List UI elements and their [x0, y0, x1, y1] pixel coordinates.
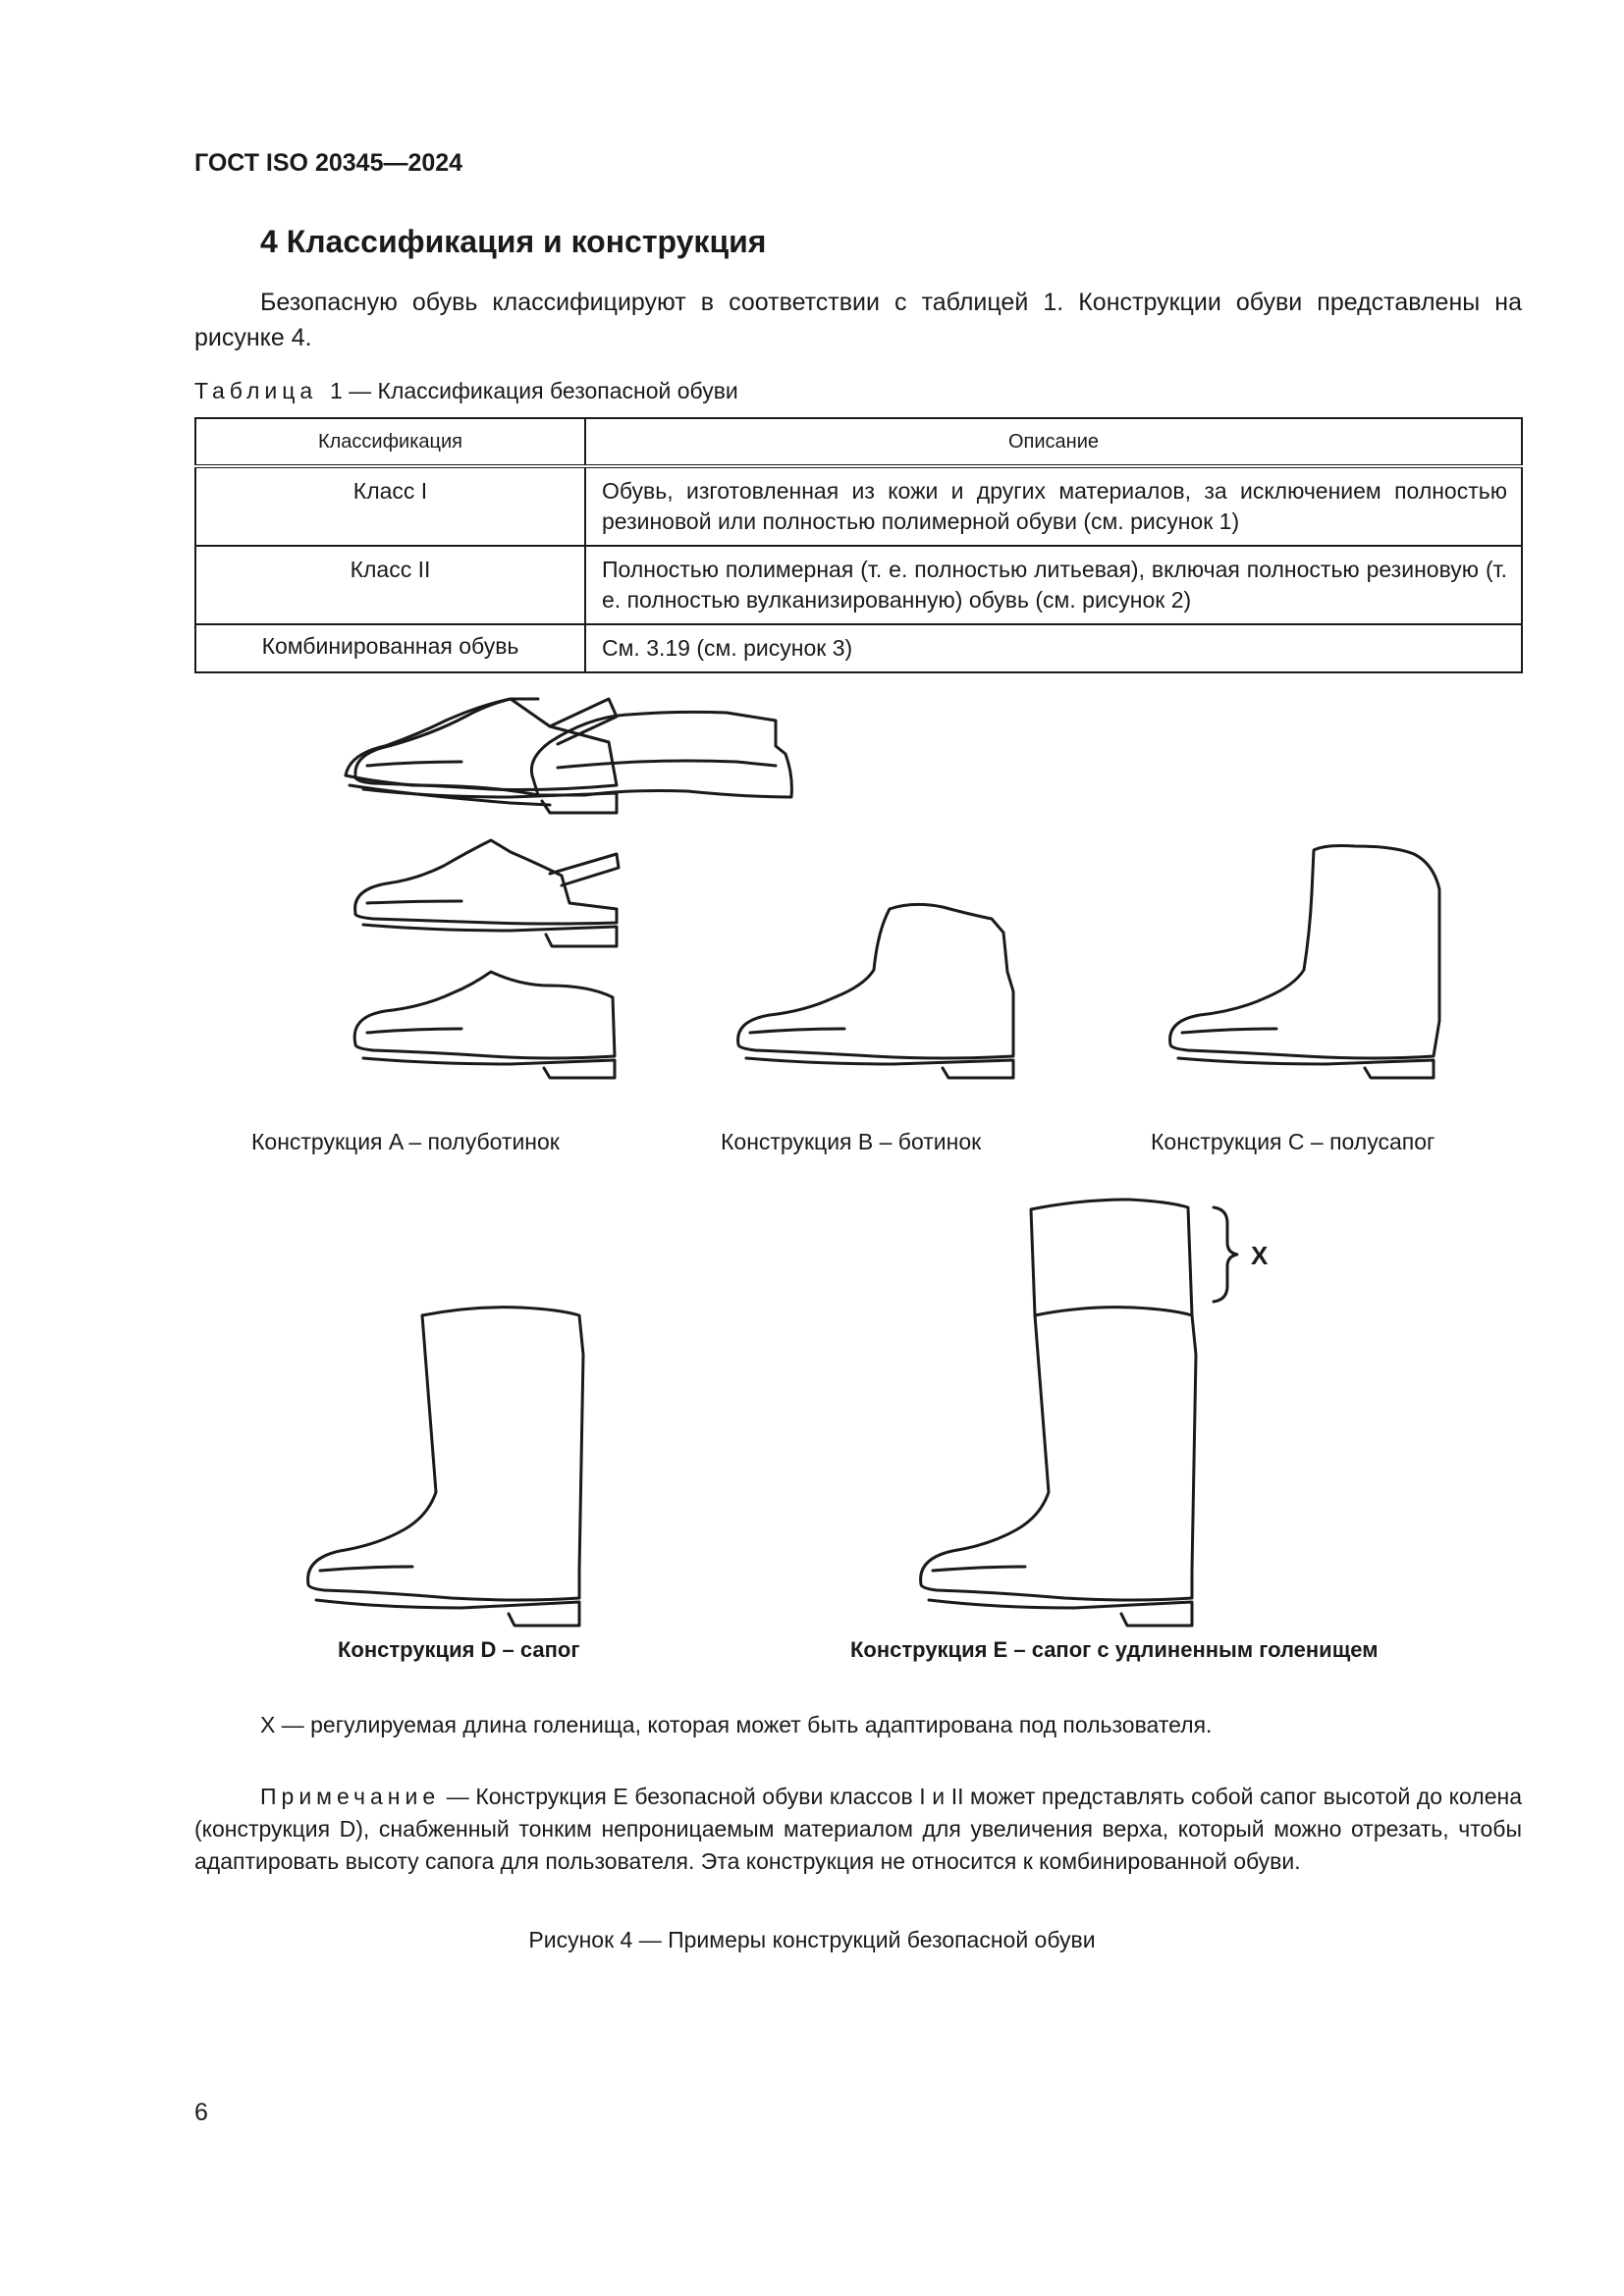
description-cell: См. 3.19 (см. рисунок 3) [585, 624, 1522, 672]
x-marker: X [1251, 1241, 1269, 1270]
classification-cell: Класс I [195, 466, 585, 546]
x-brace-icon [1214, 1207, 1237, 1302]
description-cell: Полностью полимерная (т. е. полностью литьевая), включая полностью резиновую (т. е. полностью вулканизированную) обувь (см. рисунок 2) [585, 546, 1522, 624]
half-boot-icon [1170, 846, 1439, 1079]
sling-clog-icon [355, 840, 619, 946]
header-classification: Классификация [195, 418, 585, 466]
label-construction-e: Конструкция E – сапог с удлиненным голенищем [850, 1637, 1379, 1662]
label-construction-d: Конструкция D – сапог [338, 1637, 580, 1662]
page-number: 6 [194, 2099, 208, 2126]
note-word: Примечание [260, 1784, 441, 1809]
classification-cell: Комбинированная обувь [195, 624, 585, 672]
document-code: ГОСТ ISO 20345—2024 [194, 149, 463, 177]
table-caption-text: 1 — Классификация безопасной обуви [329, 378, 738, 403]
label-construction-a: Конструкция A – полуботинок [251, 1129, 560, 1154]
figure-caption: Рисунок 4 — Примеры конструкций безопасной обуви [528, 1927, 1096, 1952]
label-construction-c: Конструкция C – полусапог [1151, 1129, 1435, 1154]
description-cell: Обувь, изготовленная из кожи и других материалов, за исключением полностью резиновой или полностью полимерной обуви (см. рисунок 1) [585, 466, 1522, 546]
boot-e-icon [921, 1200, 1196, 1626]
note-text: — Конструкция E безопасной обуви классов I и II может представлять собой сапог высотой до колена (конструкция D), снабженный тонким непроницаемым материалом для увеличения верха, который можно отрезать, чтобы адаптировать высоту сапога для пользователя. Эта конструкция не относится к комбинированной обуви. [194, 1784, 1522, 1874]
classification-cell: Класс II [195, 546, 585, 624]
intro-paragraph: Безопасную обувь классифицируют в соответствии с таблицей 1. Конструкции обуви представлены на рисунке 4. [194, 289, 1522, 351]
boot-d-icon [308, 1308, 583, 1626]
section-title: 4 Классификация и конструкция [260, 224, 767, 259]
table-caption-word: Таблица [194, 378, 318, 403]
ankle-boot-icon [738, 904, 1013, 1078]
figure-legend: X — регулируемая длина голенища, которая может быть адаптирована под пользователя. [260, 1712, 1213, 1737]
header-description: Описание [585, 418, 1522, 466]
clog-with-strap-icon [355, 699, 617, 813]
label-construction-b: Конструкция B – ботинок [721, 1129, 982, 1154]
low-shoe-icon [354, 972, 615, 1078]
figure-note [194, 1781, 1522, 1878]
